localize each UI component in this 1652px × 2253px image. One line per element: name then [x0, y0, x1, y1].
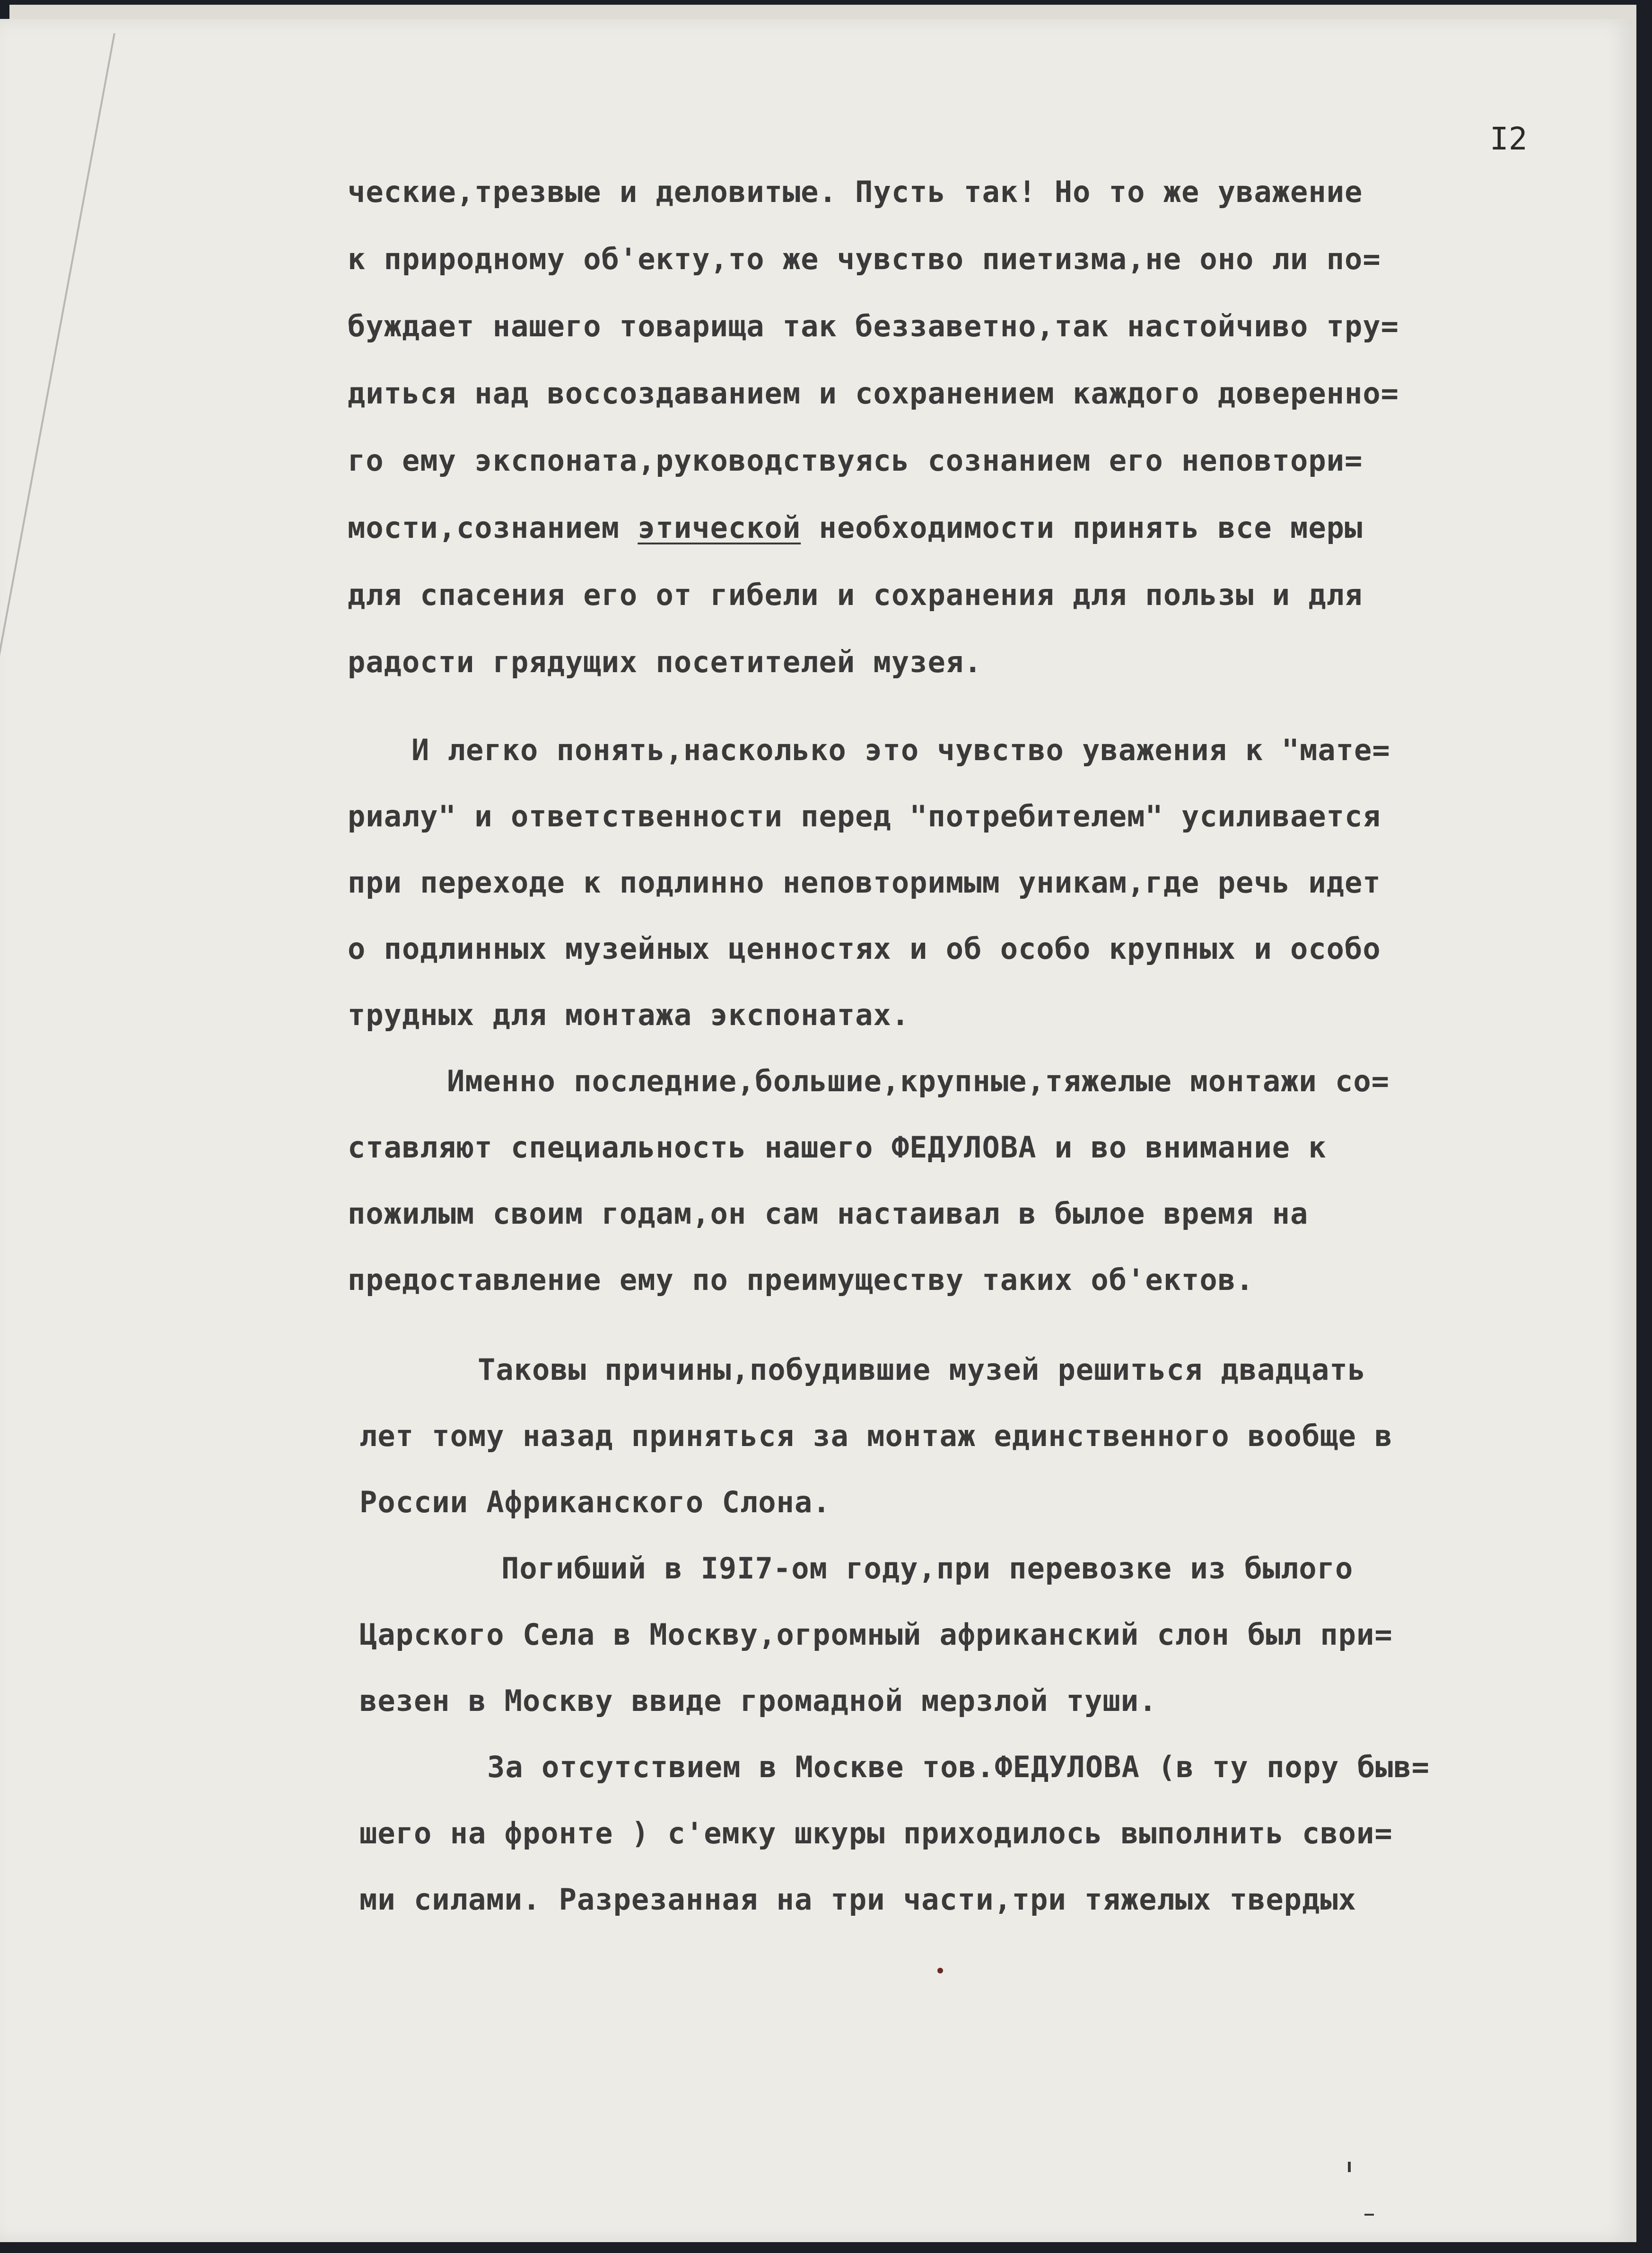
- text-line: везен в Москву ввиде громадной мерзлой туши.: [359, 1683, 1157, 1718]
- text-line: пожилым своим годам,он сам настаивал в былое время на: [348, 1196, 1309, 1231]
- text-line: Погибший в I9I7-ом году,при перевозке из былого: [501, 1551, 1354, 1586]
- text-line: для спасения его от гибели и сохранения для пользы и для: [348, 578, 1363, 612]
- text-line: при переходе к подлинно неповторимым уникам,где речь идет: [348, 865, 1381, 900]
- text-line: риалу" и ответственности перед "потребителем" усиливается: [348, 799, 1381, 833]
- text-line: лет тому назад приняться за монтаж единственного вообще в: [359, 1419, 1393, 1453]
- text-line: го ему экспоната,руководствуясь сознанием его неповтори=: [348, 443, 1363, 478]
- text-line: трудных для монтажа экспонатах.: [348, 998, 910, 1032]
- text-line: Именно последние,большие,крупные,тяжелые монтажи со=: [447, 1064, 1390, 1098]
- text-line: Таковы причины,побудившие музей решиться двадцать: [478, 1352, 1366, 1387]
- text-line: ческие,трезвые и деловитые. Пусть так! Но то же уважение: [348, 175, 1363, 209]
- text-line-with-emphasis: [348, 510, 1363, 545]
- page-number: I2: [1490, 121, 1528, 157]
- text-line: России Африканского Слона.: [359, 1485, 831, 1519]
- text-segment: необходимости принять все меры: [801, 510, 1363, 545]
- text-line: ми силами. Разрезанная на три части,три тяжелых твердых: [359, 1882, 1356, 1917]
- text-line: За отсутствием в Москве тов.ФЕДУЛОВА (в ту пору быв=: [487, 1750, 1430, 1784]
- underlined-word: этической: [638, 510, 801, 545]
- text-line: И легко понять,насколько это чувство уважения к "мате=: [411, 733, 1390, 767]
- text-line: ставляют специальность нашего ФЕДУЛОВА и во внимание к: [348, 1130, 1327, 1165]
- ink-speck: [1348, 2162, 1351, 2172]
- text-line: предоставление ему по преимуществу таких об'ектов.: [348, 1262, 1254, 1297]
- text-line: буждает нашего товарища так беззаветно,так настойчиво тру=: [348, 309, 1399, 343]
- text-line: диться над воссоздаванием и сохранением каждого доверенно=: [348, 376, 1399, 411]
- text-line: шего на фронте ) с'емку шкуры приходилось выполнить свои=: [359, 1816, 1393, 1850]
- text-line: Царского Села в Москву,огромный африканский слон был при=: [359, 1617, 1393, 1652]
- ink-dot: [937, 1968, 943, 1973]
- fold-line: [0, 33, 115, 852]
- text-line: радости грядущих посетителей музея.: [348, 645, 982, 679]
- text-segment: мости,сознанием: [348, 510, 638, 545]
- typewritten-page: [0, 19, 1632, 2242]
- text-line: о подлинных музейных ценностях и об особо крупных и особо: [348, 931, 1381, 966]
- ink-speck: [1364, 2214, 1374, 2216]
- text-line: к природному об'екту,то же чувство пиетизма,не оно ли по=: [348, 242, 1381, 276]
